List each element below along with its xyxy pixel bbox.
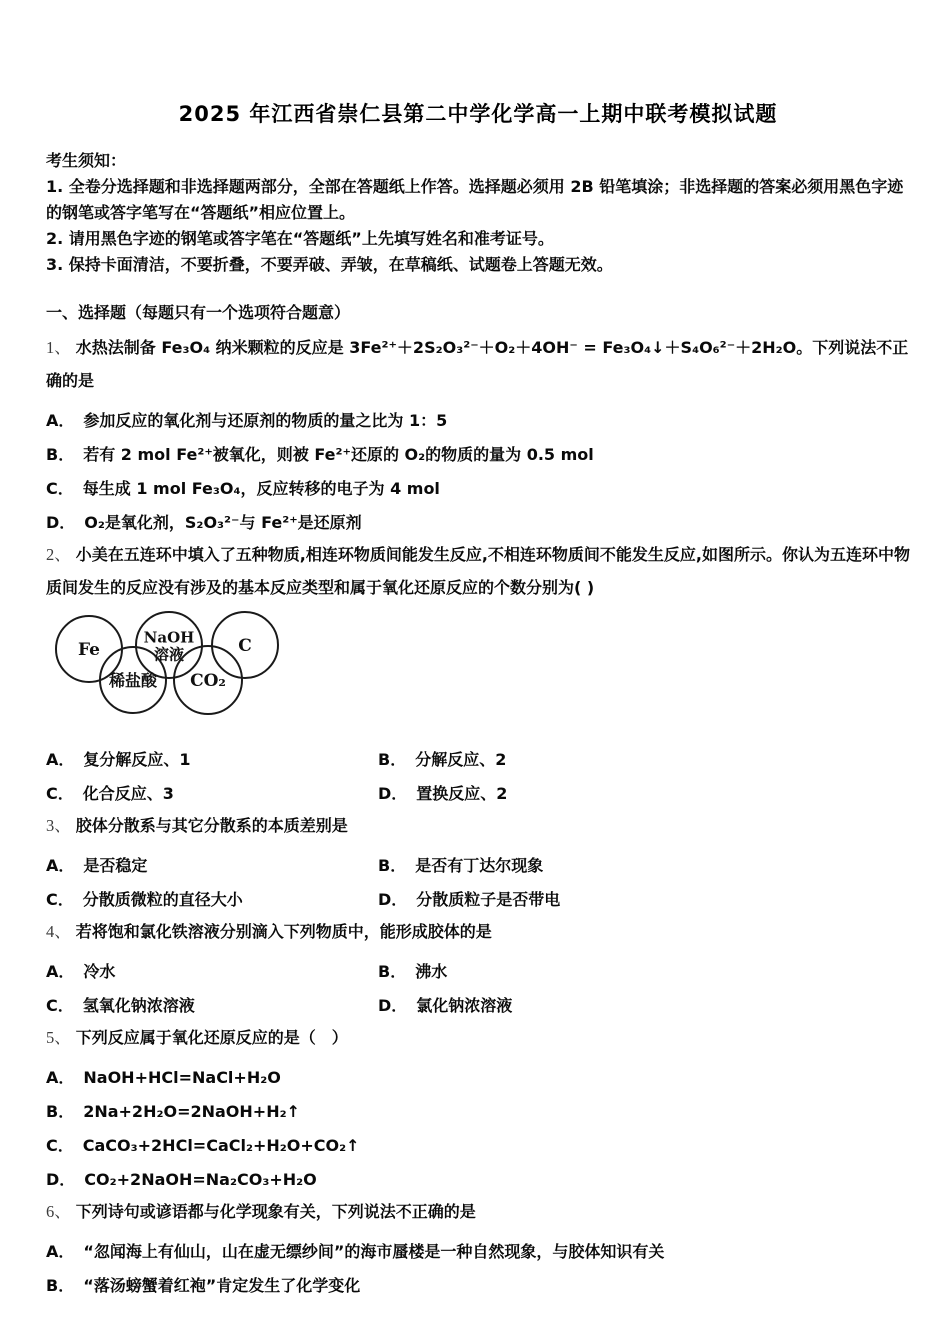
option-letter: B． [46, 1276, 75, 1295]
question-5-stem-text: 下列反应属于氧化还原反应的是（ ） [75, 1028, 348, 1047]
option-letter: A． [46, 856, 75, 875]
question-5-option-D [46, 1169, 910, 1190]
question-5-option-C [46, 1135, 910, 1156]
option-text: “忽闻海上有仙山，山在虚无缥纱间”的海市蜃楼是一种自然现象，与胶体知识有关 [83, 1242, 665, 1261]
option-letter: B． [46, 445, 75, 464]
question-6-stem [46, 1195, 910, 1228]
section-heading: 一、选择题（每题只有一个选项符合题意） [46, 303, 351, 322]
question-3-option-C [46, 889, 378, 910]
option-letter: D． [46, 1170, 76, 1189]
option-letter: C． [46, 784, 74, 803]
question-5-number: 5、 [46, 1028, 71, 1047]
question-5 [46, 1021, 910, 1190]
ring-label: NaOH [143, 628, 195, 647]
question-3-stem-text: 胶体分散系与其它分散系的本质差别是 [75, 816, 348, 835]
question-3 [46, 809, 910, 910]
notice-item-1: 1. 全卷分选择题和非选择题两部分，全部在答题纸上作答。选择题必须用 2B 铅笔填涂；非选择题的答案必须用黑色字迹的钢笔或答字笔写在“答题纸”相应位置上。 [46, 177, 904, 222]
option-text: 冷水 [83, 962, 116, 981]
question-6-options [46, 1241, 910, 1296]
option-text: 化合反应、3 [82, 784, 174, 803]
question-1-stem [46, 331, 910, 397]
five-rings-svg [48, 610, 348, 732]
ring-label: Fe [78, 640, 100, 660]
option-text: 分解反应、2 [415, 750, 507, 769]
option-text: NaOH+HCl=NaCl+H₂O [83, 1068, 281, 1087]
question-3-option-B [378, 855, 910, 876]
question-4-stem-text: 若将饱和氯化铁溶液分别滴入下列物质中，能形成胶体的是 [75, 922, 492, 941]
option-letter: A． [46, 1242, 75, 1261]
question-5-option-B [46, 1101, 910, 1122]
notice-heading: 考生须知： [46, 151, 127, 170]
option-letter: A． [46, 411, 75, 430]
five-rings-diagram [48, 610, 910, 736]
question-2 [46, 538, 910, 804]
question-2-options [46, 749, 910, 804]
option-letter: C． [46, 890, 74, 909]
question-6-option-A [46, 1241, 910, 1262]
question-1-number: 1、 [46, 338, 71, 357]
option-letter: B． [378, 962, 407, 981]
question-2-stem [46, 538, 910, 604]
question-2-option-A [46, 749, 378, 770]
option-text: O₂是氧化剂，S₂O₃²⁻与 Fe²⁺是还原剂 [84, 513, 362, 532]
question-3-options [46, 855, 910, 910]
question-list [46, 331, 910, 1296]
question-5-options [46, 1067, 910, 1190]
question-3-option-D [378, 889, 910, 910]
question-1-options [46, 410, 910, 533]
option-text: 置换反应、2 [416, 784, 508, 803]
option-letter: B． [378, 856, 407, 875]
option-letter: D． [378, 996, 408, 1015]
question-2-stem-text: 小美在五连环中填入了五种物质,相连环物质间能发生反应,不相连环物质间不能发生反应,如图所示。你认为五连环中物质间发生的反应没有涉及的基本反应类型和属于氧化还原反应的个数分别为( ) [46, 545, 910, 597]
notice-item-3: 3. 保持卡面清洁，不要折叠，不要弄破、弄皱，在草稿纸、试题卷上答题无效。 [46, 255, 613, 274]
option-text: 分散质微粒的直径大小 [82, 890, 243, 909]
option-text: 氢氧化钠浓溶液 [82, 996, 195, 1015]
question-3-option-A [46, 855, 378, 876]
question-4 [46, 915, 910, 1016]
option-text: 是否稳定 [83, 856, 148, 875]
question-4-option-A [46, 961, 378, 982]
question-3-number: 3、 [46, 816, 71, 835]
notice-list [46, 174, 910, 278]
question-6-stem-text: 下列诗句或谚语都与化学现象有关，下列说法不正确的是 [75, 1202, 476, 1221]
option-letter: A． [46, 1068, 75, 1087]
question-1-option-A [46, 410, 910, 431]
option-text: 参加反应的氧化剂与还原剂的物质的量之比为 1：5 [83, 411, 448, 430]
option-text: CaCO₃+2HCl=CaCl₂+H₂O+CO₂↑ [82, 1136, 360, 1155]
option-letter: D． [46, 513, 76, 532]
question-4-option-D [378, 995, 910, 1016]
question-2-number: 2、 [46, 545, 71, 564]
option-text: CO₂+2NaOH=Na₂CO₃+H₂O [84, 1170, 317, 1189]
option-letter: B． [46, 1102, 75, 1121]
question-1-stem-text: 水热法制备 Fe₃O₄ 纳米颗粒的反应是 3Fe²⁺＋2S₂O₃²⁻＋O₂＋4OH⁻ = Fe₃O₄↓＋S₄O₆²⁻＋2H₂O。下列说法不正确的是 [46, 338, 909, 390]
question-2-option-D [378, 783, 910, 804]
option-letter: A． [46, 962, 75, 981]
option-letter: C． [46, 996, 74, 1015]
ring-label: 溶液 [153, 645, 185, 664]
question-1-option-B [46, 444, 910, 465]
option-text: 每生成 1 mol Fe₃O₄，反应转移的电子为 4 mol [82, 479, 440, 498]
question-1-option-C [46, 478, 910, 499]
question-4-stem [46, 915, 910, 948]
question-4-number: 4、 [46, 922, 71, 941]
question-1-option-D [46, 512, 910, 533]
option-text: 是否有丁达尔现象 [415, 856, 544, 875]
option-text: 沸水 [415, 962, 448, 981]
option-text: 2Na+2H₂O=2NaOH+H₂↑ [83, 1102, 300, 1121]
option-letter: C． [46, 479, 74, 498]
option-letter: B． [378, 750, 407, 769]
question-6 [46, 1195, 910, 1296]
ring-label: 稀盐酸 [108, 671, 158, 690]
question-4-options [46, 961, 910, 1016]
option-text: 若有 2 mol Fe²⁺被氧化，则被 Fe²⁺还原的 O₂的物质的量为 0.5 mol [83, 445, 594, 464]
page-title: 2025 年江西省崇仁县第二中学化学高一上期中联考模拟试题 [178, 102, 778, 126]
option-text: “落汤螃蟹着红袍”肯定发生了化学变化 [83, 1276, 361, 1295]
option-text: 分散质粒子是否带电 [416, 890, 561, 909]
question-5-stem [46, 1021, 910, 1054]
question-4-option-C [46, 995, 378, 1016]
option-letter: D． [378, 784, 408, 803]
question-4-option-B [378, 961, 910, 982]
question-3-stem [46, 809, 910, 842]
question-6-option-B [46, 1275, 910, 1296]
question-6-number: 6、 [46, 1202, 71, 1221]
ring-label: CO₂ [190, 671, 226, 691]
question-2-option-C [46, 783, 378, 804]
option-text: 复分解反应、1 [83, 750, 191, 769]
ring-label: C [238, 636, 252, 656]
option-letter: D． [378, 890, 408, 909]
question-2-option-B [378, 749, 910, 770]
notice-item-2: 2. 请用黑色字迹的钢笔或答字笔在“答题纸”上先填写姓名和准考证号。 [46, 229, 554, 248]
question-1 [46, 331, 910, 533]
option-text: 氯化钠浓溶液 [416, 996, 513, 1015]
option-letter: A． [46, 750, 75, 769]
question-5-option-A [46, 1067, 910, 1088]
option-letter: C． [46, 1136, 74, 1155]
